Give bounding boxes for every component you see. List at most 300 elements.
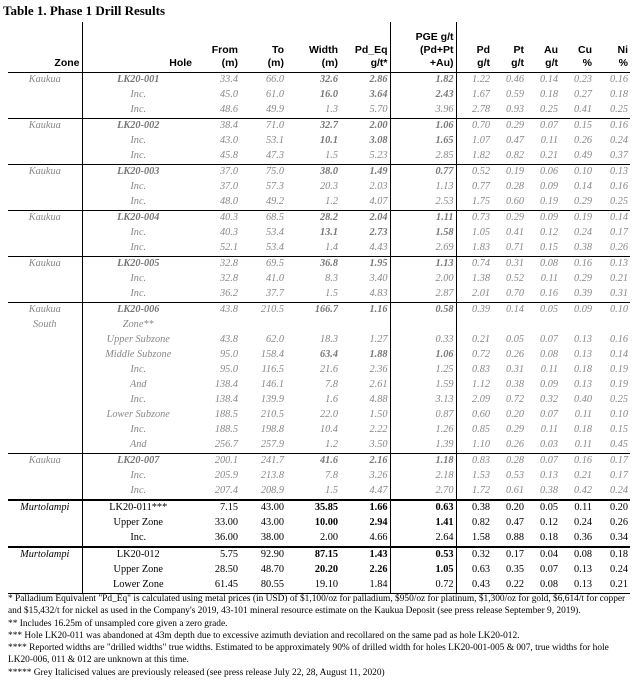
cell-pge: 0.72 [390, 578, 456, 594]
cell-pdeq: 2.61 [369, 379, 388, 390]
cell-hole: Lower Zone [82, 578, 194, 594]
cell-au: 0.09 [539, 181, 558, 192]
cell-au: 0.09 [539, 379, 558, 390]
hole-group [8, 453, 630, 500]
cell-au: 0.19 [539, 196, 558, 207]
cell-to: 61.0 [265, 89, 284, 100]
cell-hole: Inc. [130, 104, 147, 115]
cell-width: 7.8 [325, 470, 338, 481]
cell-width: 19.10 [286, 578, 340, 594]
cell-au: 0.16 [539, 288, 558, 299]
cell-cu: 0.23 [573, 74, 592, 85]
cell-hole: Inc. [130, 424, 147, 435]
cell-zone: Kaukua [8, 210, 82, 226]
header-cu: Cu % [560, 22, 594, 72]
cell-pdeq: 5.23 [369, 150, 388, 161]
cell-pdeq: 2.26 [369, 564, 388, 575]
cell-zone [8, 226, 82, 241]
cell-pdeq: 2.94 [369, 517, 388, 528]
table-row [8, 500, 630, 516]
cell-width: 7.8 [325, 379, 338, 390]
table-row [8, 180, 630, 195]
cell-pt: 0.26 [505, 439, 524, 450]
cell-pge: 1.25 [390, 363, 456, 378]
cell-width: 20.3 [319, 181, 338, 192]
cell-pdeq: 5.70 [369, 104, 388, 115]
cell-pdeq: 3.08 [369, 135, 388, 146]
cell-from: 61.45 [194, 578, 240, 594]
cell-zone [8, 578, 82, 594]
cell-au: 0.12 [539, 227, 558, 238]
cell-zone [8, 241, 82, 257]
cell-cu: 0.26 [573, 135, 592, 146]
table-row [8, 88, 630, 103]
cell-pge: 1.82 [390, 72, 456, 88]
cell-pt: 0.14 [492, 302, 526, 318]
cell-ni: 0.16 [609, 74, 628, 85]
cell-pdeq: 1.50 [369, 409, 388, 420]
cell-pd: 0.73 [456, 210, 492, 226]
cell-to: 37.7 [265, 288, 284, 299]
cell-from [194, 318, 240, 333]
cell-pdeq: 2.03 [369, 181, 388, 192]
cell-to: 49.9 [265, 104, 284, 115]
cell-pge: 0.77 [390, 164, 456, 180]
cell-pd: 0.21 [471, 334, 490, 345]
cell-pd: 0.60 [471, 409, 490, 420]
hole-group [8, 256, 630, 302]
cell-to: 43.00 [260, 517, 284, 528]
cell-zone [8, 393, 82, 408]
table-row [8, 318, 630, 333]
cell-zone: Kaukua [8, 256, 82, 272]
cell-from: 95.0 [219, 364, 238, 375]
cell-zone [8, 469, 82, 484]
cell-from: 43.0 [219, 135, 238, 146]
cell-pd: 0.43 [456, 578, 492, 594]
cell-pt: 0.19 [492, 164, 526, 180]
cell-hole: LK20-006 [82, 302, 194, 318]
cell-pge: 0.53 [390, 547, 456, 563]
cell-pd: 1.72 [471, 485, 490, 496]
cell-cu: 0.36 [573, 532, 592, 543]
cell-au: 0.11 [540, 364, 558, 375]
cell-to: 41.0 [265, 273, 284, 284]
cell-pdeq [340, 318, 390, 333]
table-row [8, 516, 630, 531]
cell-from: 138.4 [214, 394, 238, 405]
cell-hole: Zone** [122, 319, 154, 330]
cell-to: 80.55 [240, 578, 286, 594]
cell-pdeq: 3.50 [369, 439, 388, 450]
cell-ni: 0.10 [594, 302, 630, 318]
cell-pt: 0.28 [492, 453, 526, 469]
cell-to: 146.1 [260, 379, 284, 390]
cell-pd: 1.67 [471, 89, 490, 100]
cell-width: 41.6 [286, 453, 340, 469]
header-hole: Hole [82, 22, 194, 72]
cell-au: 0.08 [539, 349, 558, 360]
cell-ni: 0.14 [594, 210, 630, 226]
cell-pge: 0.33 [390, 333, 456, 348]
cell-pge: 1.41 [390, 516, 456, 531]
table-row [8, 348, 630, 363]
cell-pdeq: 3.64 [369, 89, 388, 100]
cell-ni: 0.37 [609, 150, 628, 161]
cell-from: 32.8 [194, 256, 240, 272]
cell-ni: 0.14 [609, 349, 628, 360]
cell-au: 0.07 [539, 409, 558, 420]
table-row [8, 578, 630, 594]
header-au: Au g/t [526, 22, 560, 72]
cell-width [286, 318, 340, 333]
cell-ni: 0.16 [609, 334, 628, 345]
cell-cu: 0.29 [573, 273, 592, 284]
cell-au: 0.05 [526, 500, 560, 516]
cell-pdeq: 1.84 [340, 578, 390, 594]
cell-pt: 0.82 [505, 150, 524, 161]
header-width: Width (m) [286, 22, 340, 72]
cell-pdeq: 4.88 [369, 394, 388, 405]
cell-pge: 1.06 [390, 118, 456, 134]
cell-pdeq: 2.86 [369, 74, 388, 85]
cell-cu: 0.13 [573, 349, 592, 360]
cell-hole: And [129, 439, 147, 450]
cell-hole: LK20-003 [82, 164, 194, 180]
table-row [8, 484, 630, 500]
cell-pge: 1.13 [390, 256, 456, 272]
cell-from: 138.4 [214, 379, 238, 390]
table-row [8, 469, 630, 484]
cell-to: 53.4 [265, 227, 284, 238]
cell-ni: 0.45 [609, 439, 628, 450]
cell-au: 0.07 [526, 118, 560, 134]
cell-pd: 0.85 [471, 424, 490, 435]
cell-pd: 1.10 [471, 439, 490, 450]
header-row [8, 22, 630, 72]
hole-group [8, 164, 630, 210]
cell-zone: Kaukua [8, 72, 82, 88]
cell-hole: Upper Zone [113, 564, 163, 575]
cell-hole: And [129, 379, 147, 390]
cell-cu: 0.19 [560, 210, 594, 226]
cell-width: 1.5 [325, 288, 338, 299]
cell-from: 95.0 [219, 349, 238, 360]
cell-from: 5.75 [194, 547, 240, 563]
cell-width: 38.0 [286, 164, 340, 180]
cell-zone [8, 484, 82, 500]
cell-zone [8, 563, 82, 578]
cell-cu: 0.13 [573, 334, 592, 345]
table-row [8, 226, 630, 241]
table-row [8, 241, 630, 257]
cell-pge: 1.39 [390, 438, 456, 454]
hole-group [8, 500, 630, 547]
cell-from: 188.5 [214, 409, 238, 420]
cell-cu [560, 318, 594, 333]
cell-zone [8, 103, 82, 119]
cell-width: 35.85 [286, 500, 340, 516]
cell-pt: 0.46 [505, 74, 524, 85]
cell-cu: 0.29 [573, 196, 592, 207]
cell-au: 0.25 [539, 104, 558, 115]
cell-ni: 0.17 [609, 227, 628, 238]
cell-pd: 1.05 [471, 227, 490, 238]
cell-to: 139.9 [260, 394, 284, 405]
cell-pdeq: 1.66 [340, 500, 390, 516]
hole-group [8, 72, 630, 118]
cell-pdeq: 2.22 [369, 424, 388, 435]
cell-to: 210.5 [260, 409, 284, 420]
cell-zone [8, 363, 82, 378]
cell-to: 198.8 [260, 424, 284, 435]
cell-ni: 0.21 [594, 578, 630, 594]
cell-width: 1.6 [325, 394, 338, 405]
cell-pdeq: 2.36 [369, 364, 388, 375]
cell-au: 0.03 [539, 439, 558, 450]
cell-au: 0.09 [526, 210, 560, 226]
cell-ni [594, 318, 630, 333]
cell-pge [390, 318, 456, 333]
cell-pd: 0.32 [456, 547, 492, 563]
cell-pge: 2.64 [390, 531, 456, 547]
cell-to [240, 318, 286, 333]
table-row [8, 547, 630, 563]
cell-pdeq: 4.83 [369, 288, 388, 299]
cell-cu: 0.16 [560, 453, 594, 469]
cell-pge: 2.43 [390, 88, 456, 103]
cell-to: 158.4 [260, 349, 284, 360]
cell-pdeq: 2.04 [340, 210, 390, 226]
footnote: ** Includes 16.25m of unsampled core given a zero grade. [8, 618, 228, 629]
table-row [8, 149, 630, 165]
cell-ni: 0.24 [609, 564, 628, 575]
cell-to: 92.90 [240, 547, 286, 563]
cell-pd: 0.52 [456, 164, 492, 180]
cell-ni: 0.16 [609, 181, 628, 192]
cell-pd: 0.74 [456, 256, 492, 272]
cell-ni: 0.25 [609, 196, 628, 207]
cell-pt: 0.59 [505, 89, 524, 100]
table-row [8, 272, 630, 287]
header-pd: Pd g/t [456, 22, 492, 72]
cell-ni: 0.17 [609, 470, 628, 481]
cell-pge: 2.70 [390, 484, 456, 500]
cell-ni: 0.18 [594, 547, 630, 563]
cell-pge: 1.26 [390, 423, 456, 438]
table-row [8, 378, 630, 393]
header-pt: Pt g/t [492, 22, 526, 72]
cell-zone [8, 516, 82, 531]
cell-to: 241.7 [240, 453, 286, 469]
cell-cu: 0.24 [573, 517, 592, 528]
cell-pd: 1.53 [471, 470, 490, 481]
cell-pt: 0.47 [505, 135, 524, 146]
cell-zone [8, 348, 82, 363]
cell-pdeq: 1.95 [340, 256, 390, 272]
cell-from: 205.9 [214, 470, 238, 481]
cell-ni: 0.13 [594, 164, 630, 180]
cell-au: 0.11 [540, 424, 558, 435]
cell-ni: 0.24 [609, 135, 628, 146]
cell-from: 38.4 [194, 118, 240, 134]
cell-au: 0.18 [539, 532, 558, 543]
cell-pge: 3.13 [390, 393, 456, 408]
footnote: *** Hole LK20-011 was abandoned at 43m depth due to excessive azimuth deviation and recollared on the same pad as hole LK20-012. [8, 630, 520, 641]
cell-pge: 1.11 [390, 210, 456, 226]
cell-pt: 0.72 [505, 394, 524, 405]
cell-cu: 0.21 [573, 470, 592, 481]
cell-to: 48.70 [260, 564, 284, 575]
cell-au: 0.08 [526, 578, 560, 594]
cell-width: 36.8 [286, 256, 340, 272]
cell-pt: 0.70 [505, 288, 524, 299]
cell-pt: 0.47 [505, 517, 524, 528]
table-row [8, 287, 630, 303]
cell-hole: Inc. [130, 242, 147, 253]
cell-cu: 0.41 [573, 104, 592, 115]
cell-from: 256.7 [214, 439, 238, 450]
cell-pd: 2.01 [471, 288, 490, 299]
cell-pt: 0.17 [492, 547, 526, 563]
cell-cu: 0.13 [560, 578, 594, 594]
cell-ni: 0.21 [609, 273, 628, 284]
cell-pdeq: 1.49 [340, 164, 390, 180]
cell-cu: 0.08 [560, 547, 594, 563]
cell-to: 53.4 [265, 242, 284, 253]
cell-cu: 0.18 [573, 424, 592, 435]
cell-hole: Inc. [130, 470, 147, 481]
cell-pge: 2.69 [390, 241, 456, 257]
cell-zone [8, 149, 82, 165]
cell-pd [456, 318, 492, 333]
cell-width: 10.4 [319, 424, 338, 435]
cell-width: 20.20 [314, 564, 338, 575]
cell-pd: 1.07 [471, 135, 490, 146]
cell-ni: 0.25 [609, 394, 628, 405]
cell-au: 0.15 [539, 242, 558, 253]
cell-au: 0.38 [539, 485, 558, 496]
cell-au: 0.13 [539, 470, 558, 481]
cell-pd: 0.82 [471, 517, 490, 528]
hole-group [8, 302, 630, 453]
cell-pge: 1.06 [390, 348, 456, 363]
cell-width: 8.3 [325, 273, 338, 284]
cell-pge: 1.59 [390, 378, 456, 393]
cell-zone: Murtolampi [8, 547, 82, 563]
cell-to: 49.2 [265, 196, 284, 207]
cell-au [526, 318, 560, 333]
cell-from: 36.00 [214, 532, 238, 543]
cell-pt: 0.53 [505, 470, 524, 481]
cell-width: 32.7 [286, 118, 340, 134]
cell-pge: 0.58 [390, 302, 456, 318]
cell-to: 69.5 [240, 256, 286, 272]
table-row [8, 393, 630, 408]
cell-from: 37.0 [219, 181, 238, 192]
cell-from: 40.3 [194, 210, 240, 226]
cell-pdeq: 4.07 [369, 196, 388, 207]
table-row [8, 210, 630, 226]
cell-width: 28.2 [286, 210, 340, 226]
cell-zone [8, 134, 82, 149]
cell-cu: 0.11 [574, 439, 592, 450]
cell-pge: 0.87 [390, 408, 456, 423]
cell-from: 48.0 [219, 196, 238, 207]
cell-pt: 0.61 [505, 485, 524, 496]
cell-pt: 0.88 [505, 532, 524, 543]
cell-from: 45.0 [219, 89, 238, 100]
cell-pt: 0.28 [505, 181, 524, 192]
cell-width: 10.1 [319, 135, 338, 146]
cell-width: 2.00 [319, 532, 338, 543]
cell-hole: Inc. [130, 150, 147, 161]
cell-pt: 0.71 [505, 242, 524, 253]
cell-to: 68.5 [240, 210, 286, 226]
hole-group [8, 210, 630, 256]
table-row [8, 118, 630, 134]
cell-from: 40.3 [219, 227, 238, 238]
cell-ni: 0.20 [594, 500, 630, 516]
drill-results-table [8, 22, 630, 594]
cell-pdeq: 2.16 [340, 453, 390, 469]
cell-pge: 2.18 [390, 469, 456, 484]
cell-pdeq: 1.27 [369, 334, 388, 345]
cell-cu: 0.42 [573, 485, 592, 496]
cell-cu: 0.39 [573, 288, 592, 299]
cell-hole: Inc. [130, 532, 147, 543]
cell-width: 21.6 [319, 364, 338, 375]
cell-pt: 0.31 [492, 256, 526, 272]
table-row [8, 423, 630, 438]
cell-width: 87.15 [286, 547, 340, 563]
cell-pge: 1.18 [390, 453, 456, 469]
cell-hole: LK20-004 [82, 210, 194, 226]
cell-from: 32.8 [219, 273, 238, 284]
table-row [8, 563, 630, 578]
table-row [8, 103, 630, 119]
cell-hole: Middle Subzone [105, 349, 172, 360]
cell-to: 38.00 [260, 532, 284, 543]
cell-width: 166.7 [286, 302, 340, 318]
cell-ni: 0.13 [594, 256, 630, 272]
cell-au: 0.07 [539, 334, 558, 345]
cell-pd: 1.22 [471, 74, 490, 85]
cell-width: 22.0 [319, 409, 338, 420]
cell-cu: 0.13 [573, 379, 592, 390]
cell-pge: 2.00 [390, 272, 456, 287]
cell-pt: 0.35 [505, 564, 524, 575]
cell-width: 32.6 [319, 74, 338, 85]
cell-cu: 0.11 [574, 409, 592, 420]
cell-to: 43.00 [240, 500, 286, 516]
cell-to: 53.1 [265, 135, 284, 146]
cell-pt: 0.20 [492, 500, 526, 516]
cell-zone [8, 531, 82, 547]
table-row [8, 408, 630, 423]
cell-pt: 0.26 [505, 349, 524, 360]
header-pge: PGE g/t (Pd+Pt +Au) [390, 22, 456, 72]
table-row [8, 164, 630, 180]
cell-pge: 2.53 [390, 195, 456, 211]
cell-hole: Inc. [130, 196, 147, 207]
cell-hole: Lower Subzone [106, 409, 170, 420]
cell-cu: 0.16 [560, 256, 594, 272]
cell-zone: Kaukua [8, 302, 82, 318]
cell-width: 1.2 [325, 439, 338, 450]
cell-ni: 0.17 [594, 453, 630, 469]
header-from: From (m) [194, 22, 240, 72]
